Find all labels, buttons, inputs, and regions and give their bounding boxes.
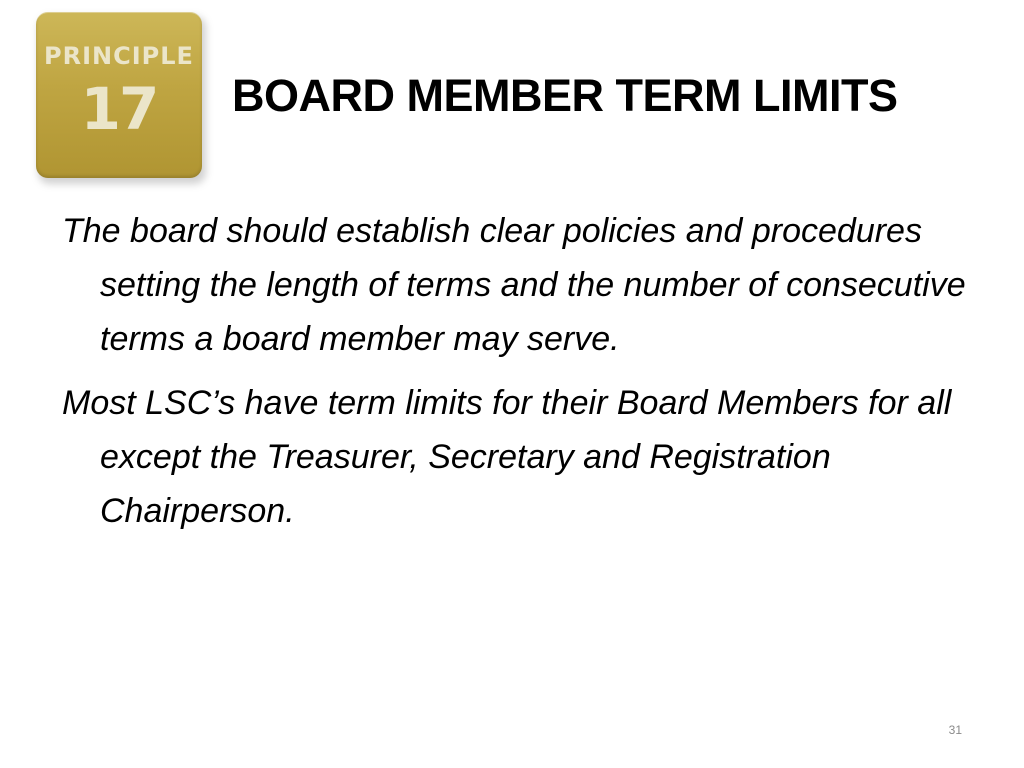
slide-body bbox=[62, 204, 972, 548]
badge-number: 17 bbox=[80, 75, 158, 143]
page-number: 31 bbox=[948, 723, 962, 737]
slide-title: BOARD MEMBER TERM LIMITS bbox=[232, 70, 898, 121]
body-paragraph-terms: The board should establish clear policies and procedures setting the length of terms and the number of consecutive terms a board member may serve. bbox=[62, 212, 966, 358]
badge-label: PRINCIPLE bbox=[44, 42, 194, 70]
body-paragraph-lsc: Most LSC’s have term limits for their Board Members for all except the Treasurer, Secretary and Registration Chairperson. bbox=[62, 384, 952, 530]
principle-badge bbox=[36, 12, 202, 178]
